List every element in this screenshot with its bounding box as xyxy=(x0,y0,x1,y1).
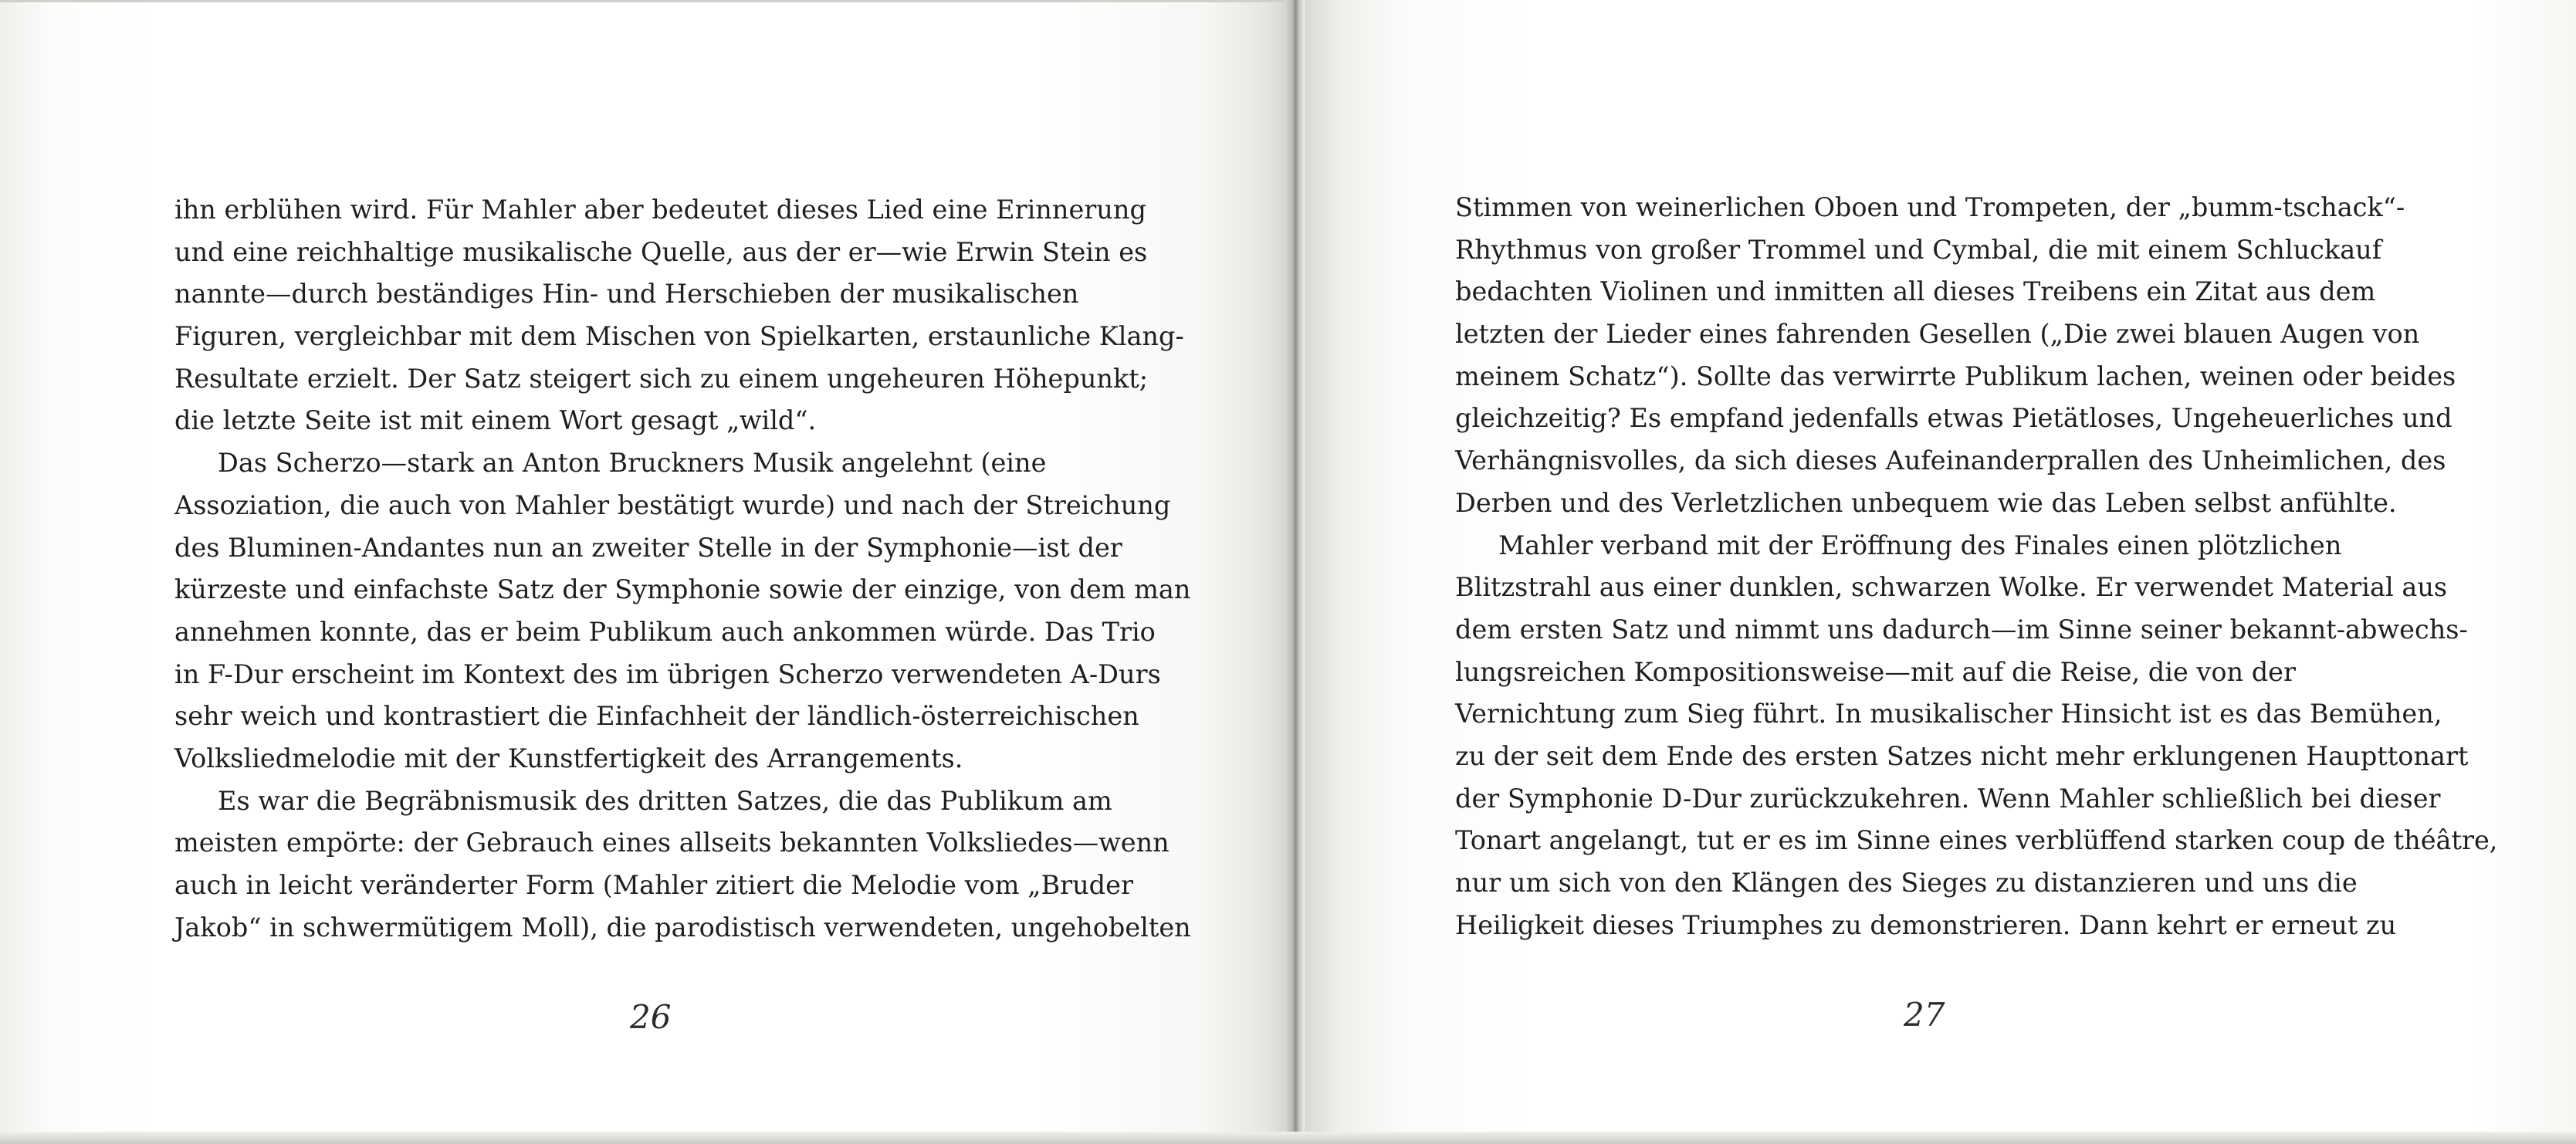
text-line: der Symphonie D-Dur zurückzukehren. Wenn Mahler schließlich bei dieser xyxy=(1455,783,2441,814)
text-line: Es war die Begräbnismusik des dritten Satzes, die das Publikum am xyxy=(218,785,1112,816)
text-line: Resultate erzielt. Der Satz steigert sich zu einem ungeheuren Höhepunkt; xyxy=(174,363,1149,394)
text-line: Mahler verband mit der Eröffnung des Finales einen plötzlichen xyxy=(1498,530,2342,560)
page-number: 27 xyxy=(1904,996,1945,1034)
text-line: Derben und des Verletzlichen unbequem wie das Leben selbst anfühlte. xyxy=(1455,487,2397,518)
text-line: sehr weich und kontrastiert die Einfachheit der ländlich-österreichischen xyxy=(174,701,1139,732)
page-number: 26 xyxy=(630,998,672,1036)
text-line: die letzte Seite ist mit einem Wort gesagt „wild“. xyxy=(174,405,817,436)
text-line: annehmen konnte, das er beim Publikum auch ankommen würde. Das Trio xyxy=(174,616,1156,647)
text-line: gleichzeitig? Es empfand jedenfalls etwas Pietätloses, Ungeheuerliches und xyxy=(1455,403,2452,434)
text-line: Assoziation, die auch von Mahler bestätigt wurde) und nach der Streichung xyxy=(174,489,1171,520)
text-line: Rhythmus von großer Trommel und Cymbal, die mit einem Schluckauf xyxy=(1455,234,2382,265)
text-line: und eine reichhaltige musikalische Quelle, aus der er—wie Erwin Stein es xyxy=(174,236,1148,267)
text-line: meisten empörte: der Gebrauch eines allseits bekannten Volksliedes—wenn xyxy=(174,828,1170,858)
left-page-text xyxy=(174,189,1191,949)
text-line: zu der seit dem Ende des ersten Satzes nicht mehr erklungenen Haupttonart xyxy=(1455,740,2469,771)
text-line: Tonart angelangt, tut er es im Sinne eines verblüffend starken coup de théâtre, xyxy=(1455,825,2498,856)
text-line: Blitzstrahl aus einer dunklen, schwarzen Wolke. Er verwendet Material aus xyxy=(1455,572,2448,603)
text-line: Vernichtung zum Sieg führt. In musikalischer Hinsicht ist es das Bemühen, xyxy=(1455,699,2442,729)
text-line: bedachten Violinen und inmitten all dieses Treibens ein Zitat aus dem xyxy=(1455,276,2376,307)
text-line: ihn erblühen wird. Für Mahler aber bedeutet dieses Lied eine Erinnerung xyxy=(174,195,1146,225)
page-bottom-edge xyxy=(0,1132,2576,1144)
text-line: Verhängnisvolles, da sich dieses Aufeinanderprallen des Unheimlichen, des xyxy=(1455,445,2446,476)
text-line: nannte—durch beständiges Hin- und Herschieben der musikalischen xyxy=(174,279,1079,310)
text-line: des Bluminen-Andantes nun an zweiter Stelle in der Symphonie—ist der xyxy=(174,532,1122,563)
text-line: auch in leicht veränderter Form (Mahler zitiert die Melodie vom „Bruder xyxy=(174,870,1133,900)
text-line: Figuren, vergleichbar mit dem Mischen von Spielkarten, erstaunliche Klang- xyxy=(174,321,1184,352)
text-line: Das Scherzo—stark an Anton Bruckners Musik angelehnt (eine xyxy=(218,448,1047,479)
right-page-text xyxy=(1455,187,2498,946)
text-line: Jakob“ in schwermütigem Moll), die parodistisch verwendeten, ungehobelten xyxy=(174,912,1191,943)
text-line: meinem Schatz“). Sollte das verwirrte Publikum lachen, weinen oder beides xyxy=(1455,360,2456,391)
text-line: nur um sich von den Klängen des Sieges zu distanzieren und uns die xyxy=(1455,868,2358,898)
text-line: lungsreichen Kompositionsweise—mit auf die Reise, die von der xyxy=(1455,656,2296,687)
text-line: Stimmen von weinerlichen Oboen und Trompeten, der „bumm-tschack“- xyxy=(1455,192,2405,222)
text-line: kürzeste und einfachste Satz der Symphonie sowie der einzige, von dem man xyxy=(174,574,1191,605)
text-line: Heiligkeit dieses Triumphes zu demonstrieren. Dann kehrt er erneut zu xyxy=(1455,909,2397,940)
text-line: Volksliedmelodie mit der Kunstfertigkeit des Arrangements. xyxy=(174,743,963,773)
text-line: dem ersten Satz und nimmt uns dadurch—im Sinne seiner bekannt-abwechs- xyxy=(1455,614,2468,645)
text-line: letzten der Lieder eines fahrenden Gesellen („Die zwei blauen Augen von xyxy=(1455,319,2420,350)
text-line: in F-Dur erscheint im Kontext des im übrigen Scherzo verwendeten A-Durs xyxy=(174,658,1161,689)
book-gutter xyxy=(1285,0,1305,1144)
